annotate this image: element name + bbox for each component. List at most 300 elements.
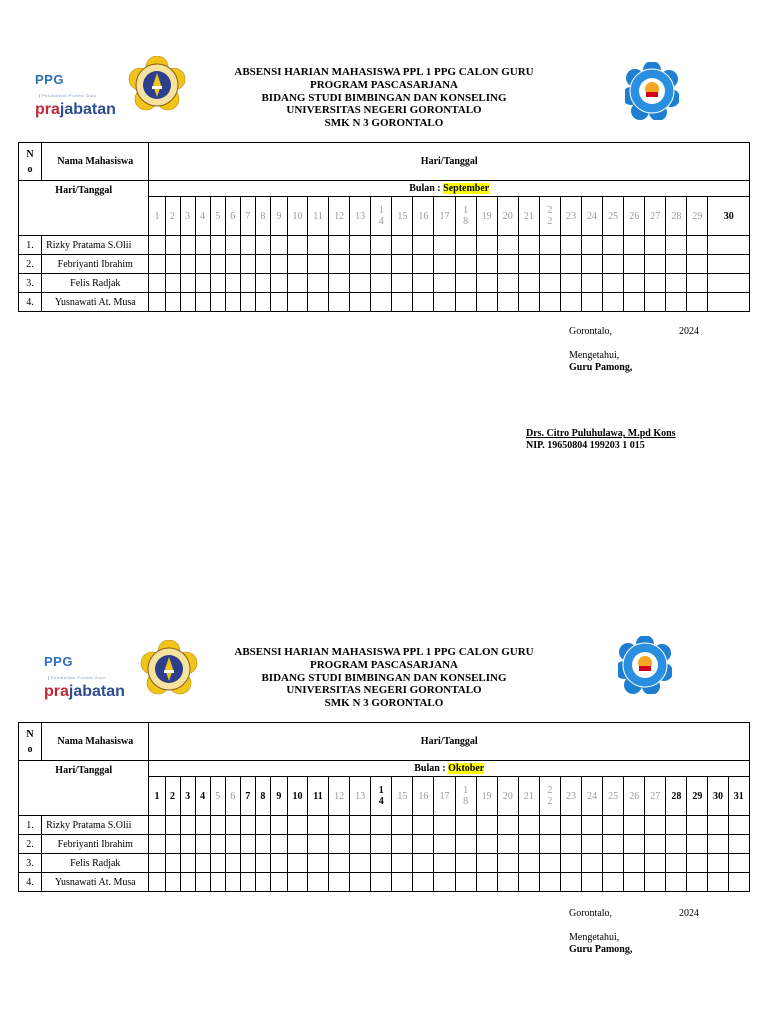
header-line-2: PROGRAM PASCASARJANA [310, 658, 458, 671]
day-cell: 28 [666, 197, 687, 236]
attendance-cell[interactable] [210, 236, 225, 255]
attendance-cell[interactable] [255, 255, 270, 274]
signature-block [569, 326, 749, 374]
attendance-cell[interactable] [413, 255, 434, 274]
attendance-cell[interactable] [645, 255, 666, 274]
attendance-cell[interactable] [195, 816, 210, 835]
attendance-cell[interactable] [560, 236, 581, 255]
row-number: 2. [19, 835, 42, 854]
attendance-cell[interactable] [287, 854, 307, 873]
attendance-cell[interactable] [455, 816, 476, 835]
day-cell: 5 [210, 197, 225, 236]
table-row [19, 816, 750, 835]
day-cell: 23 [560, 777, 581, 816]
attendance-cell[interactable] [518, 835, 539, 854]
attendance-cell[interactable] [307, 255, 328, 274]
attendance-cell[interactable] [434, 293, 455, 312]
attendance-cell[interactable] [392, 274, 413, 293]
attendance-cell[interactable] [255, 274, 270, 293]
attendance-cell[interactable] [582, 835, 603, 854]
attendance-cell[interactable] [624, 816, 645, 835]
attendance-cell[interactable] [240, 816, 255, 835]
month-name: Oktober [448, 763, 485, 774]
attendance-cell[interactable] [728, 873, 749, 892]
attendance-cell[interactable] [371, 236, 392, 255]
day-cell: 27 [645, 197, 666, 236]
attendance-cell[interactable] [603, 293, 624, 312]
school-seal-icon [625, 62, 679, 125]
attendance-cell[interactable] [687, 873, 708, 892]
attendance-cell[interactable] [687, 816, 708, 835]
attendance-cell[interactable] [455, 274, 476, 293]
university-seal-icon [128, 56, 186, 119]
attendance-cell[interactable] [329, 255, 350, 274]
attendance-cell[interactable] [539, 816, 560, 835]
day-cell: 1 [149, 197, 165, 236]
attendance-cell[interactable] [560, 854, 581, 873]
attendance-cell[interactable] [225, 873, 240, 892]
attendance-cell[interactable] [497, 293, 518, 312]
attendance-cell[interactable] [392, 816, 413, 835]
attendance-cell[interactable] [476, 873, 497, 892]
attendance-cell[interactable] [329, 854, 350, 873]
attendance-cell[interactable] [560, 873, 581, 892]
attendance-cell[interactable] [307, 236, 328, 255]
attendance-cell[interactable] [582, 816, 603, 835]
attendance-cell[interactable] [539, 854, 560, 873]
attendance-cell[interactable] [603, 236, 624, 255]
attendance-cell[interactable] [149, 816, 165, 835]
attendance-cell[interactable] [255, 854, 270, 873]
attendance-cell[interactable] [371, 274, 392, 293]
attendance-cell[interactable] [149, 274, 165, 293]
attendance-cell[interactable] [666, 255, 687, 274]
day-cell: 26 [624, 197, 645, 236]
day-cell: 21 [518, 777, 539, 816]
attendance-cell[interactable] [728, 816, 749, 835]
signature-place: Gorontalo, [569, 908, 613, 919]
attendance-cell[interactable] [518, 236, 539, 255]
attendance-cell[interactable] [350, 816, 371, 835]
day-cell: 19 [476, 197, 497, 236]
attendance-cell[interactable] [180, 255, 195, 274]
attendance-cell[interactable] [539, 236, 560, 255]
attendance-cell[interactable] [392, 873, 413, 892]
attendance-cell[interactable] [434, 816, 455, 835]
attendance-cell[interactable] [307, 816, 328, 835]
student-name: Febriyanti Ibrahim [42, 835, 149, 854]
attendance-cell[interactable] [413, 854, 434, 873]
day-cell: 13 [350, 197, 371, 236]
ppg-logo-text: PPG [44, 654, 73, 669]
attendance-cell[interactable] [371, 816, 392, 835]
attendance-cell[interactable] [270, 236, 287, 255]
attendance-cell[interactable] [603, 816, 624, 835]
attendance-cell[interactable] [624, 293, 645, 312]
attendance-cell[interactable] [708, 873, 728, 892]
attendance-cell[interactable] [287, 255, 307, 274]
student-name: Rizky Pratama S.Olii [42, 236, 149, 255]
attendance-cell[interactable] [287, 873, 307, 892]
attendance-cell[interactable] [350, 835, 371, 854]
attendance-cell[interactable] [195, 274, 210, 293]
attendance-cell[interactable] [210, 816, 225, 835]
attendance-cell[interactable] [434, 255, 455, 274]
student-name: Rizky Pratama S.Olii [42, 816, 149, 835]
attendance-cell[interactable] [582, 274, 603, 293]
attendance-cell[interactable] [225, 835, 240, 854]
attendance-cell[interactable] [255, 816, 270, 835]
header-line-5: SMK N 3 GORONTALO [324, 697, 444, 710]
attendance-cell[interactable] [240, 255, 255, 274]
attendance-cell[interactable] [560, 274, 581, 293]
attendance-cell[interactable] [287, 835, 307, 854]
attendance-cell[interactable] [210, 854, 225, 873]
attendance-cell[interactable] [645, 274, 666, 293]
attendance-cell[interactable] [210, 835, 225, 854]
attendance-cell[interactable] [329, 873, 350, 892]
attendance-cell[interactable] [666, 873, 687, 892]
attendance-cell[interactable] [497, 835, 518, 854]
attendance-cell[interactable] [240, 236, 255, 255]
attendance-cell[interactable] [645, 236, 666, 255]
attendance-cell[interactable] [645, 293, 666, 312]
attendance-cell[interactable] [434, 236, 455, 255]
day-cell: 16 [413, 197, 434, 236]
attendance-cell[interactable] [603, 835, 624, 854]
attendance-cell[interactable] [518, 274, 539, 293]
attendance-cell[interactable] [434, 835, 455, 854]
attendance-cell[interactable] [645, 854, 666, 873]
attendance-cell[interactable] [624, 274, 645, 293]
attendance-cell[interactable] [255, 835, 270, 854]
attendance-cell[interactable] [687, 835, 708, 854]
ppg-prajabatan-logo [44, 654, 134, 700]
attendance-cell[interactable] [476, 255, 497, 274]
attendance-cell[interactable] [455, 835, 476, 854]
attendance-cell[interactable] [149, 293, 165, 312]
attendance-cell[interactable] [149, 236, 165, 255]
table-row [19, 293, 750, 312]
attendance-cell[interactable] [624, 873, 645, 892]
attendance-cell[interactable] [728, 835, 749, 854]
attendance-cell[interactable] [165, 255, 180, 274]
attendance-cell[interactable] [497, 236, 518, 255]
attendance-cell[interactable] [645, 816, 666, 835]
attendance-cell[interactable] [708, 293, 750, 312]
attendance-cell[interactable] [624, 854, 645, 873]
attendance-cell[interactable] [624, 835, 645, 854]
attendance-cell[interactable] [666, 293, 687, 312]
attendance-cell[interactable] [666, 274, 687, 293]
attendance-cell[interactable] [603, 854, 624, 873]
attendance-cell[interactable] [165, 274, 180, 293]
attendance-cell[interactable] [329, 835, 350, 854]
attendance-cell[interactable] [582, 854, 603, 873]
attendance-cell[interactable] [195, 293, 210, 312]
attendance-cell[interactable] [180, 854, 195, 873]
attendance-cell[interactable] [666, 835, 687, 854]
attendance-cell[interactable] [497, 854, 518, 873]
attendance-cell[interactable] [165, 873, 180, 892]
attendance-cell[interactable] [455, 873, 476, 892]
attendance-cell[interactable] [539, 835, 560, 854]
attendance-cell[interactable] [225, 274, 240, 293]
attendance-cell[interactable] [455, 236, 476, 255]
attendance-cell[interactable] [307, 274, 328, 293]
day-cell: 24 [582, 197, 603, 236]
attendance-cell[interactable] [195, 835, 210, 854]
attendance-cell[interactable] [210, 293, 225, 312]
attendance-cell[interactable] [307, 873, 328, 892]
attendance-cell[interactable] [666, 816, 687, 835]
attendance-cell[interactable] [371, 854, 392, 873]
day-cell: 16 [413, 777, 434, 816]
attendance-cell[interactable] [434, 854, 455, 873]
day-cell: 29 [687, 777, 708, 816]
attendance-cell[interactable] [687, 854, 708, 873]
attendance-cell[interactable] [582, 873, 603, 892]
attendance-cell[interactable] [434, 274, 455, 293]
attendance-cell[interactable] [518, 255, 539, 274]
attendance-cell[interactable] [413, 816, 434, 835]
attendance-cell[interactable] [645, 873, 666, 892]
table-row [19, 873, 750, 892]
table-row [19, 835, 750, 854]
attendance-cell[interactable] [645, 835, 666, 854]
day-cell: 7 [240, 197, 255, 236]
attendance-cell[interactable] [225, 816, 240, 835]
day-cell: 17 [434, 777, 455, 816]
attendance-cell[interactable] [270, 854, 287, 873]
attendance-cell[interactable] [225, 255, 240, 274]
attendance-cell[interactable] [371, 835, 392, 854]
month-label [149, 761, 750, 777]
attendance-cell[interactable] [350, 236, 371, 255]
attendance-cell[interactable] [603, 873, 624, 892]
attendance-cell[interactable] [497, 274, 518, 293]
table-row [19, 236, 750, 255]
attendance-cell[interactable] [329, 236, 350, 255]
attendance-cell[interactable] [624, 236, 645, 255]
attendance-cell[interactable] [210, 873, 225, 892]
attendance-cell[interactable] [687, 236, 708, 255]
header-line-3: BIDANG STUDI BIMBINGAN DAN KONSELING [261, 91, 507, 104]
attendance-cell[interactable] [455, 854, 476, 873]
attendance-table [18, 142, 750, 312]
day-cell: 27 [645, 777, 666, 816]
attendance-cell[interactable] [603, 274, 624, 293]
day-cell: 26 [624, 777, 645, 816]
attendance-cell[interactable] [195, 255, 210, 274]
signature-year: 2024 [679, 908, 699, 919]
attendance-cell[interactable] [476, 835, 497, 854]
attendance-cell[interactable] [434, 873, 455, 892]
attendance-cell[interactable] [518, 854, 539, 873]
attendance-cell[interactable] [210, 274, 225, 293]
attendance-cell[interactable] [270, 873, 287, 892]
date-label-cell: Hari/Tanggal [19, 181, 149, 236]
attendance-cell[interactable] [255, 236, 270, 255]
student-name: Felis Radjak [42, 854, 149, 873]
day-cell: 1 [149, 777, 165, 816]
attendance-cell[interactable] [497, 255, 518, 274]
attendance-cell[interactable] [560, 293, 581, 312]
attendance-cell[interactable] [195, 854, 210, 873]
attendance-cell[interactable] [392, 255, 413, 274]
attendance-cell[interactable] [392, 854, 413, 873]
attendance-cell[interactable] [180, 236, 195, 255]
attendance-cell[interactable] [255, 293, 270, 312]
attendance-cell[interactable] [560, 835, 581, 854]
attendance-cell[interactable] [350, 873, 371, 892]
attendance-cell[interactable] [518, 293, 539, 312]
attendance-cell[interactable] [165, 854, 180, 873]
attendance-cell[interactable] [392, 236, 413, 255]
attendance-cell[interactable] [687, 293, 708, 312]
attendance-cell[interactable] [240, 274, 255, 293]
attendance-cell[interactable] [350, 274, 371, 293]
logo-jabatan-text: jabatan [59, 101, 116, 118]
attendance-cell[interactable] [149, 255, 165, 274]
attendance-cell[interactable] [240, 854, 255, 873]
attendance-cell[interactable] [476, 293, 497, 312]
attendance-cell[interactable] [582, 236, 603, 255]
attendance-cell[interactable] [539, 274, 560, 293]
attendance-cell[interactable] [287, 274, 307, 293]
attendance-cell[interactable] [687, 274, 708, 293]
row-number: 4. [19, 293, 42, 312]
attendance-cell[interactable] [270, 274, 287, 293]
attendance-cell[interactable] [149, 854, 165, 873]
attendance-cell[interactable] [708, 236, 750, 255]
attendance-cell[interactable] [240, 293, 255, 312]
attendance-cell[interactable] [329, 274, 350, 293]
date-label-cell: Hari/Tanggal [19, 761, 149, 816]
attendance-cell[interactable] [582, 255, 603, 274]
attendance-cell[interactable] [728, 854, 749, 873]
attendance-cell[interactable] [518, 816, 539, 835]
attendance-cell[interactable] [603, 255, 624, 274]
attendance-cell[interactable] [624, 255, 645, 274]
attendance-cell[interactable] [455, 255, 476, 274]
attendance-cell[interactable] [225, 293, 240, 312]
attendance-cell[interactable] [287, 236, 307, 255]
attendance-cell[interactable] [165, 236, 180, 255]
attendance-cell[interactable] [666, 236, 687, 255]
attendance-cell[interactable] [149, 873, 165, 892]
attendance-cell[interactable] [329, 293, 350, 312]
attendance-cell[interactable] [270, 255, 287, 274]
attendance-cell[interactable] [539, 255, 560, 274]
attendance-cell[interactable] [392, 293, 413, 312]
attendance-cell[interactable] [455, 293, 476, 312]
signature-knowing: Mengetahui, [569, 932, 620, 943]
attendance-cell[interactable] [255, 873, 270, 892]
attendance-cell[interactable] [350, 293, 371, 312]
day-cell: 3 [180, 197, 195, 236]
attendance-cell[interactable] [149, 835, 165, 854]
document-header [200, 646, 568, 710]
attendance-cell[interactable] [195, 236, 210, 255]
attendance-cell[interactable] [270, 816, 287, 835]
attendance-cell[interactable] [413, 236, 434, 255]
attendance-cell[interactable] [350, 854, 371, 873]
attendance-cell[interactable] [180, 873, 195, 892]
attendance-cell[interactable] [708, 274, 750, 293]
day-cell: 10 [287, 777, 307, 816]
attendance-cell[interactable] [392, 835, 413, 854]
signer-block [526, 428, 746, 452]
attendance-cell[interactable] [708, 255, 750, 274]
attendance-cell[interactable] [329, 816, 350, 835]
day-cell: 8 [255, 197, 270, 236]
attendance-cell[interactable] [240, 873, 255, 892]
attendance-cell[interactable] [240, 835, 255, 854]
attendance-cell[interactable] [287, 816, 307, 835]
attendance-cell[interactable] [180, 835, 195, 854]
attendance-cell[interactable] [307, 293, 328, 312]
attendance-cell[interactable] [165, 835, 180, 854]
attendance-cell[interactable] [210, 255, 225, 274]
attendance-cell[interactable] [560, 816, 581, 835]
attendance-cell[interactable] [371, 873, 392, 892]
attendance-cell[interactable] [413, 293, 434, 312]
attendance-cell[interactable] [708, 835, 728, 854]
attendance-cell[interactable] [560, 255, 581, 274]
attendance-cell[interactable] [413, 835, 434, 854]
attendance-cell[interactable] [371, 255, 392, 274]
attendance-cell[interactable] [287, 293, 307, 312]
attendance-cell[interactable] [476, 274, 497, 293]
attendance-cell[interactable] [371, 293, 392, 312]
attendance-cell[interactable] [476, 816, 497, 835]
attendance-cell[interactable] [165, 816, 180, 835]
attendance-cell[interactable] [666, 854, 687, 873]
attendance-cell[interactable] [497, 816, 518, 835]
attendance-cell[interactable] [195, 873, 210, 892]
attendance-cell[interactable] [708, 854, 728, 873]
attendance-cell[interactable] [687, 255, 708, 274]
attendance-cell[interactable] [518, 873, 539, 892]
attendance-cell[interactable] [180, 293, 195, 312]
attendance-cell[interactable] [413, 873, 434, 892]
attendance-cell[interactable] [582, 293, 603, 312]
attendance-cell[interactable] [539, 293, 560, 312]
attendance-cell[interactable] [476, 854, 497, 873]
row-number: 1. [19, 816, 42, 835]
attendance-cell[interactable] [180, 816, 195, 835]
attendance-cell[interactable] [307, 854, 328, 873]
day-cell: 25 [603, 197, 624, 236]
header-line-2: PROGRAM PASCASARJANA [310, 78, 458, 91]
attendance-cell[interactable] [225, 854, 240, 873]
attendance-cell[interactable] [165, 293, 180, 312]
attendance-cell[interactable] [497, 873, 518, 892]
attendance-cell[interactable] [225, 236, 240, 255]
day-cell: 11 [307, 197, 328, 236]
attendance-cell[interactable] [413, 274, 434, 293]
attendance-cell[interactable] [476, 236, 497, 255]
attendance-cell[interactable] [270, 293, 287, 312]
attendance-cell[interactable] [350, 255, 371, 274]
attendance-cell[interactable] [270, 835, 287, 854]
attendance-cell[interactable] [539, 873, 560, 892]
attendance-cell[interactable] [307, 835, 328, 854]
day-cell: 18 [455, 197, 476, 236]
attendance-cell[interactable] [708, 816, 728, 835]
attendance-cell[interactable] [180, 274, 195, 293]
